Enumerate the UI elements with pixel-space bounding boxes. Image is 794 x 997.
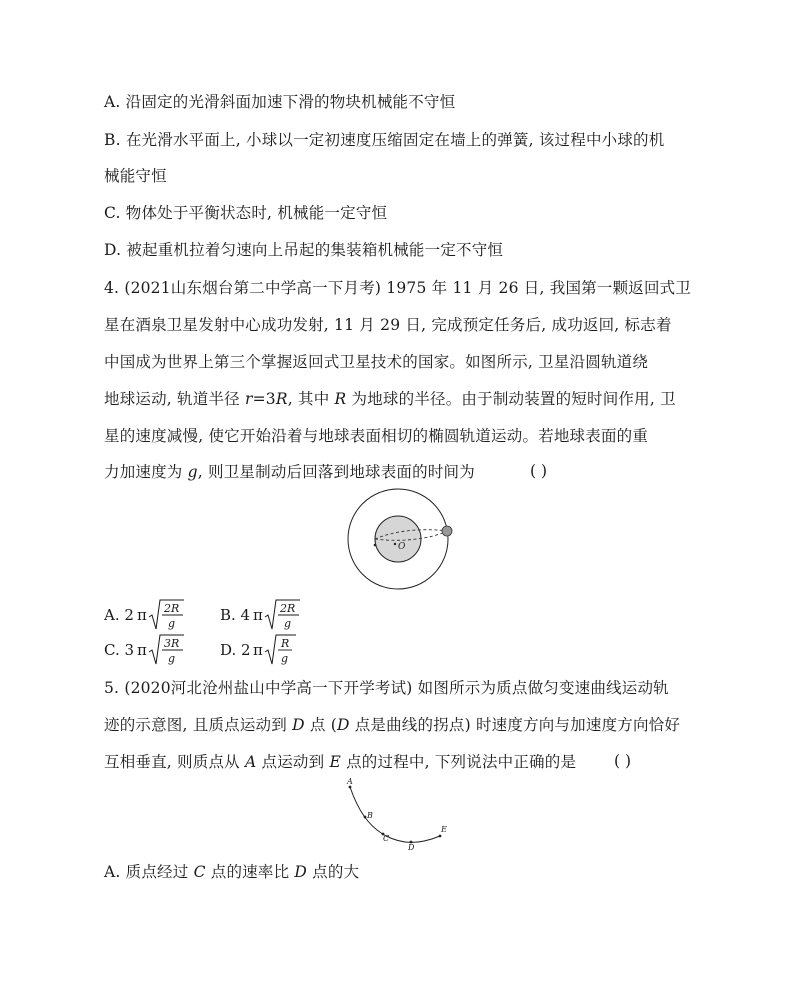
fraction-numerator: 2R	[164, 602, 180, 615]
q4-var-R: R	[334, 390, 347, 408]
q4-stem-line1: 4. (2021山东烟台第二中学高一下月考) 1975 年 11 月 26 日, 我国第一颗返回式卫	[104, 279, 692, 297]
q4-stem-line4	[104, 389, 676, 409]
q4-stem-line3: 中国成为世界上第三个掌握返回式卫星技术的国家。如图所示, 卫星沿圆轨道绕	[104, 353, 649, 371]
q5-stem-line2	[104, 715, 680, 735]
q4-text: =3	[252, 390, 276, 408]
pi-symbol: π	[253, 606, 263, 624]
q5-text: 点运动到	[256, 753, 330, 771]
q4-stem-line2: 星在酒泉卫星发射中心成功发射, 11 月 29 日, 完成预定任务后, 成功返回, 标志着	[104, 316, 672, 334]
q5-text: 互相垂直, 则质点从	[104, 753, 245, 771]
q4-text: , 其中	[287, 390, 335, 408]
q5-option-a	[104, 862, 359, 882]
q3-option-b-line2: 械能守恒	[104, 167, 167, 185]
fraction-denominator: g	[168, 652, 176, 665]
q4-option-letter: A. 2	[104, 606, 134, 624]
q4-option-letter: D. 2	[220, 641, 251, 659]
fraction-numerator: R	[281, 637, 290, 650]
q4-option-c	[104, 633, 214, 667]
q3-option-c: C. 物体处于平衡状态时, 机械能一定守恒	[104, 204, 388, 222]
q5-text: 点的速率比	[205, 863, 295, 881]
q4-var-g: g	[187, 463, 198, 481]
fraction-denominator: g	[168, 617, 176, 630]
label-d: D	[408, 843, 415, 852]
q5-text: A. 质点经过	[104, 863, 194, 881]
q4-text: 为地球的半径。由于制动装置的短时间作用, 卫	[346, 390, 676, 408]
label-a: A	[347, 778, 353, 786]
pi-symbol: π	[137, 606, 147, 624]
q5-stem-line3	[104, 752, 576, 772]
q5-var-E: E	[329, 753, 341, 771]
q3-option-b-line1: B. 在光滑水平面上, 小球以一定初速度压缩固定在墙上的弹簧, 该过程中小球的机	[104, 131, 665, 149]
pi-symbol: π	[137, 641, 147, 659]
touch-point	[374, 544, 377, 547]
q4-orbit-figure	[336, 486, 462, 592]
label-b: B	[367, 811, 373, 820]
q4-option-d	[220, 633, 330, 667]
q5-stem-line1: 5. (2020河北沧州盐山中学高一下开学考试) 如图所示为质点做匀变速曲线运动轨	[104, 679, 669, 697]
label-c: C	[383, 834, 390, 843]
q4-text: 力加速度为	[104, 463, 188, 481]
point-e	[439, 835, 442, 838]
q5-text: 点 (	[304, 716, 337, 734]
q5-answer-paren: ( )	[614, 752, 632, 770]
q5-text: 点是曲线的拐点) 时速度方向与加速度方向恰好	[349, 716, 681, 734]
satellite	[442, 526, 452, 536]
q4-option-a	[104, 598, 214, 632]
point-b	[364, 816, 367, 819]
pi-symbol: π	[253, 641, 263, 659]
q4-stem-line6	[104, 462, 475, 482]
center-point	[394, 543, 396, 545]
q4-text: , 则卫星制动后回落到地球表面的时间为	[197, 463, 475, 481]
q5-trajectory-figure	[336, 778, 460, 852]
q3-option-d: D. 被起重机拉着匀速向上吊起的集装箱机械能一定不守恒	[104, 241, 504, 259]
fraction-denominator: g	[281, 652, 289, 665]
q4-stem-line5: 星的速度减慢, 使它开始沿着与地球表面相切的椭圆轨道运动。若地球表面的重	[104, 427, 649, 445]
center-label: O	[398, 542, 406, 552]
q5-var-D: D	[292, 716, 305, 734]
q4-option-b	[220, 598, 330, 632]
q3-option-a: A. 沿固定的光滑斜面加速下滑的物块机械能不守恒	[104, 93, 456, 111]
q4-text: 地球运动, 轨道半径	[104, 390, 245, 408]
q5-var-D: D	[294, 863, 308, 881]
label-e: E	[441, 825, 447, 834]
q4-option-letter: C. 3	[104, 641, 135, 659]
q5-text: 迹的示意图, 且质点运动到	[104, 716, 293, 734]
q4-answer-paren: ( )	[530, 462, 548, 480]
q5-var-C: C	[193, 863, 206, 881]
q4-var-r: r	[244, 390, 253, 408]
q5-var-A: A	[244, 753, 257, 771]
q5-var-D: D	[336, 716, 350, 734]
q5-text: 点的大	[307, 863, 360, 881]
fraction-numerator: 3R	[164, 637, 180, 650]
q5-text: 点的过程中, 下列说法中正确的是	[340, 753, 577, 771]
q4-option-letter: B. 4	[220, 606, 251, 624]
fraction-denominator: g	[284, 617, 292, 630]
trajectory-curve	[350, 787, 440, 842]
q4-var-R: R	[275, 390, 288, 408]
point-a	[349, 786, 352, 789]
fraction-numerator: 2R	[280, 602, 296, 615]
